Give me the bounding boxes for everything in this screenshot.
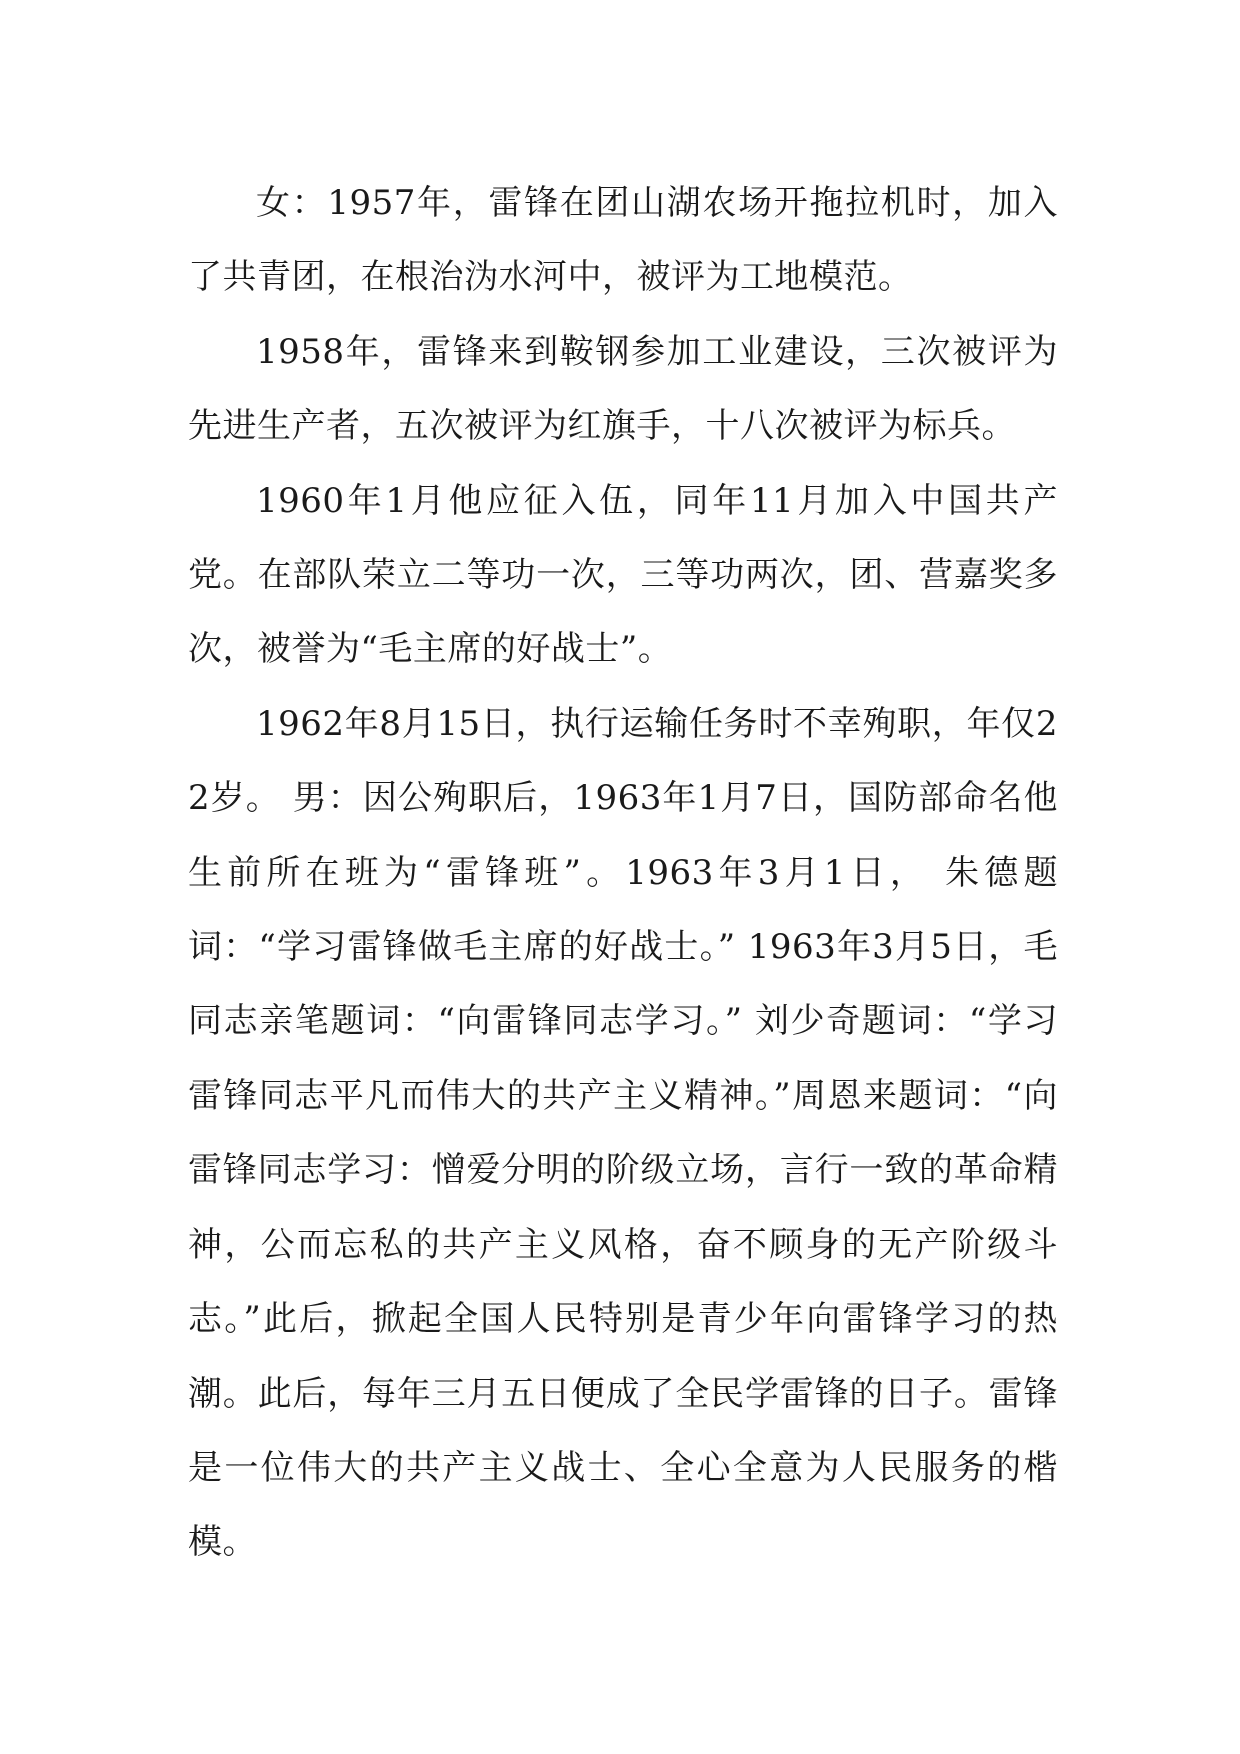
paragraph-4: 1962年8月15日，执行运输任务时不幸殉职，年仅22岁。 男：因公殉职后，1963年1月7日，国防部命名他生前所在班为“雷锋班”。1963年3月1日， 朱德题词：“学习雷锋做毛主席的好战士。” 1963年3月5日，毛同志亲笔题词：“向雷锋同志学习。” 刘少奇题词：“学习雷锋同志平凡而伟大的共产主义精神。”周恩来题词：“向雷锋同志学习：憎爱分明的阶级立场，言行一致的革命精神，公而忘私的共产主义风格，奋不顾身的无产阶级斗志。”此后，掀起全国人民特别是青少年向雷锋学习的热潮。此后，每年三月五日便成了全民学雷锋的日子。雷锋是一位伟大的共产主义战士、全心全意为人民服务的楷模。: [188, 703, 1058, 1563]
paragraph-2: 1958年，雷锋来到鞍钢参加工业建设，三次被评为先进生产者，五次被评为红旗手，十八次被评为标兵。: [188, 331, 1058, 447]
paragraph-1: 女：1957年，雷锋在团山湖农场开拖拉机时，加入了共青团，在根治沩水河中，被评为工地模范。: [188, 183, 1058, 298]
paragraph-3: 1960年1月他应征入伍，同年11月加入中国共产党。在部队荣立二等功一次，三等功两次，团、营嘉奖多次，被誉为“毛主席的好战士”。: [188, 480, 1058, 670]
document-body: [188, 166, 1058, 1580]
